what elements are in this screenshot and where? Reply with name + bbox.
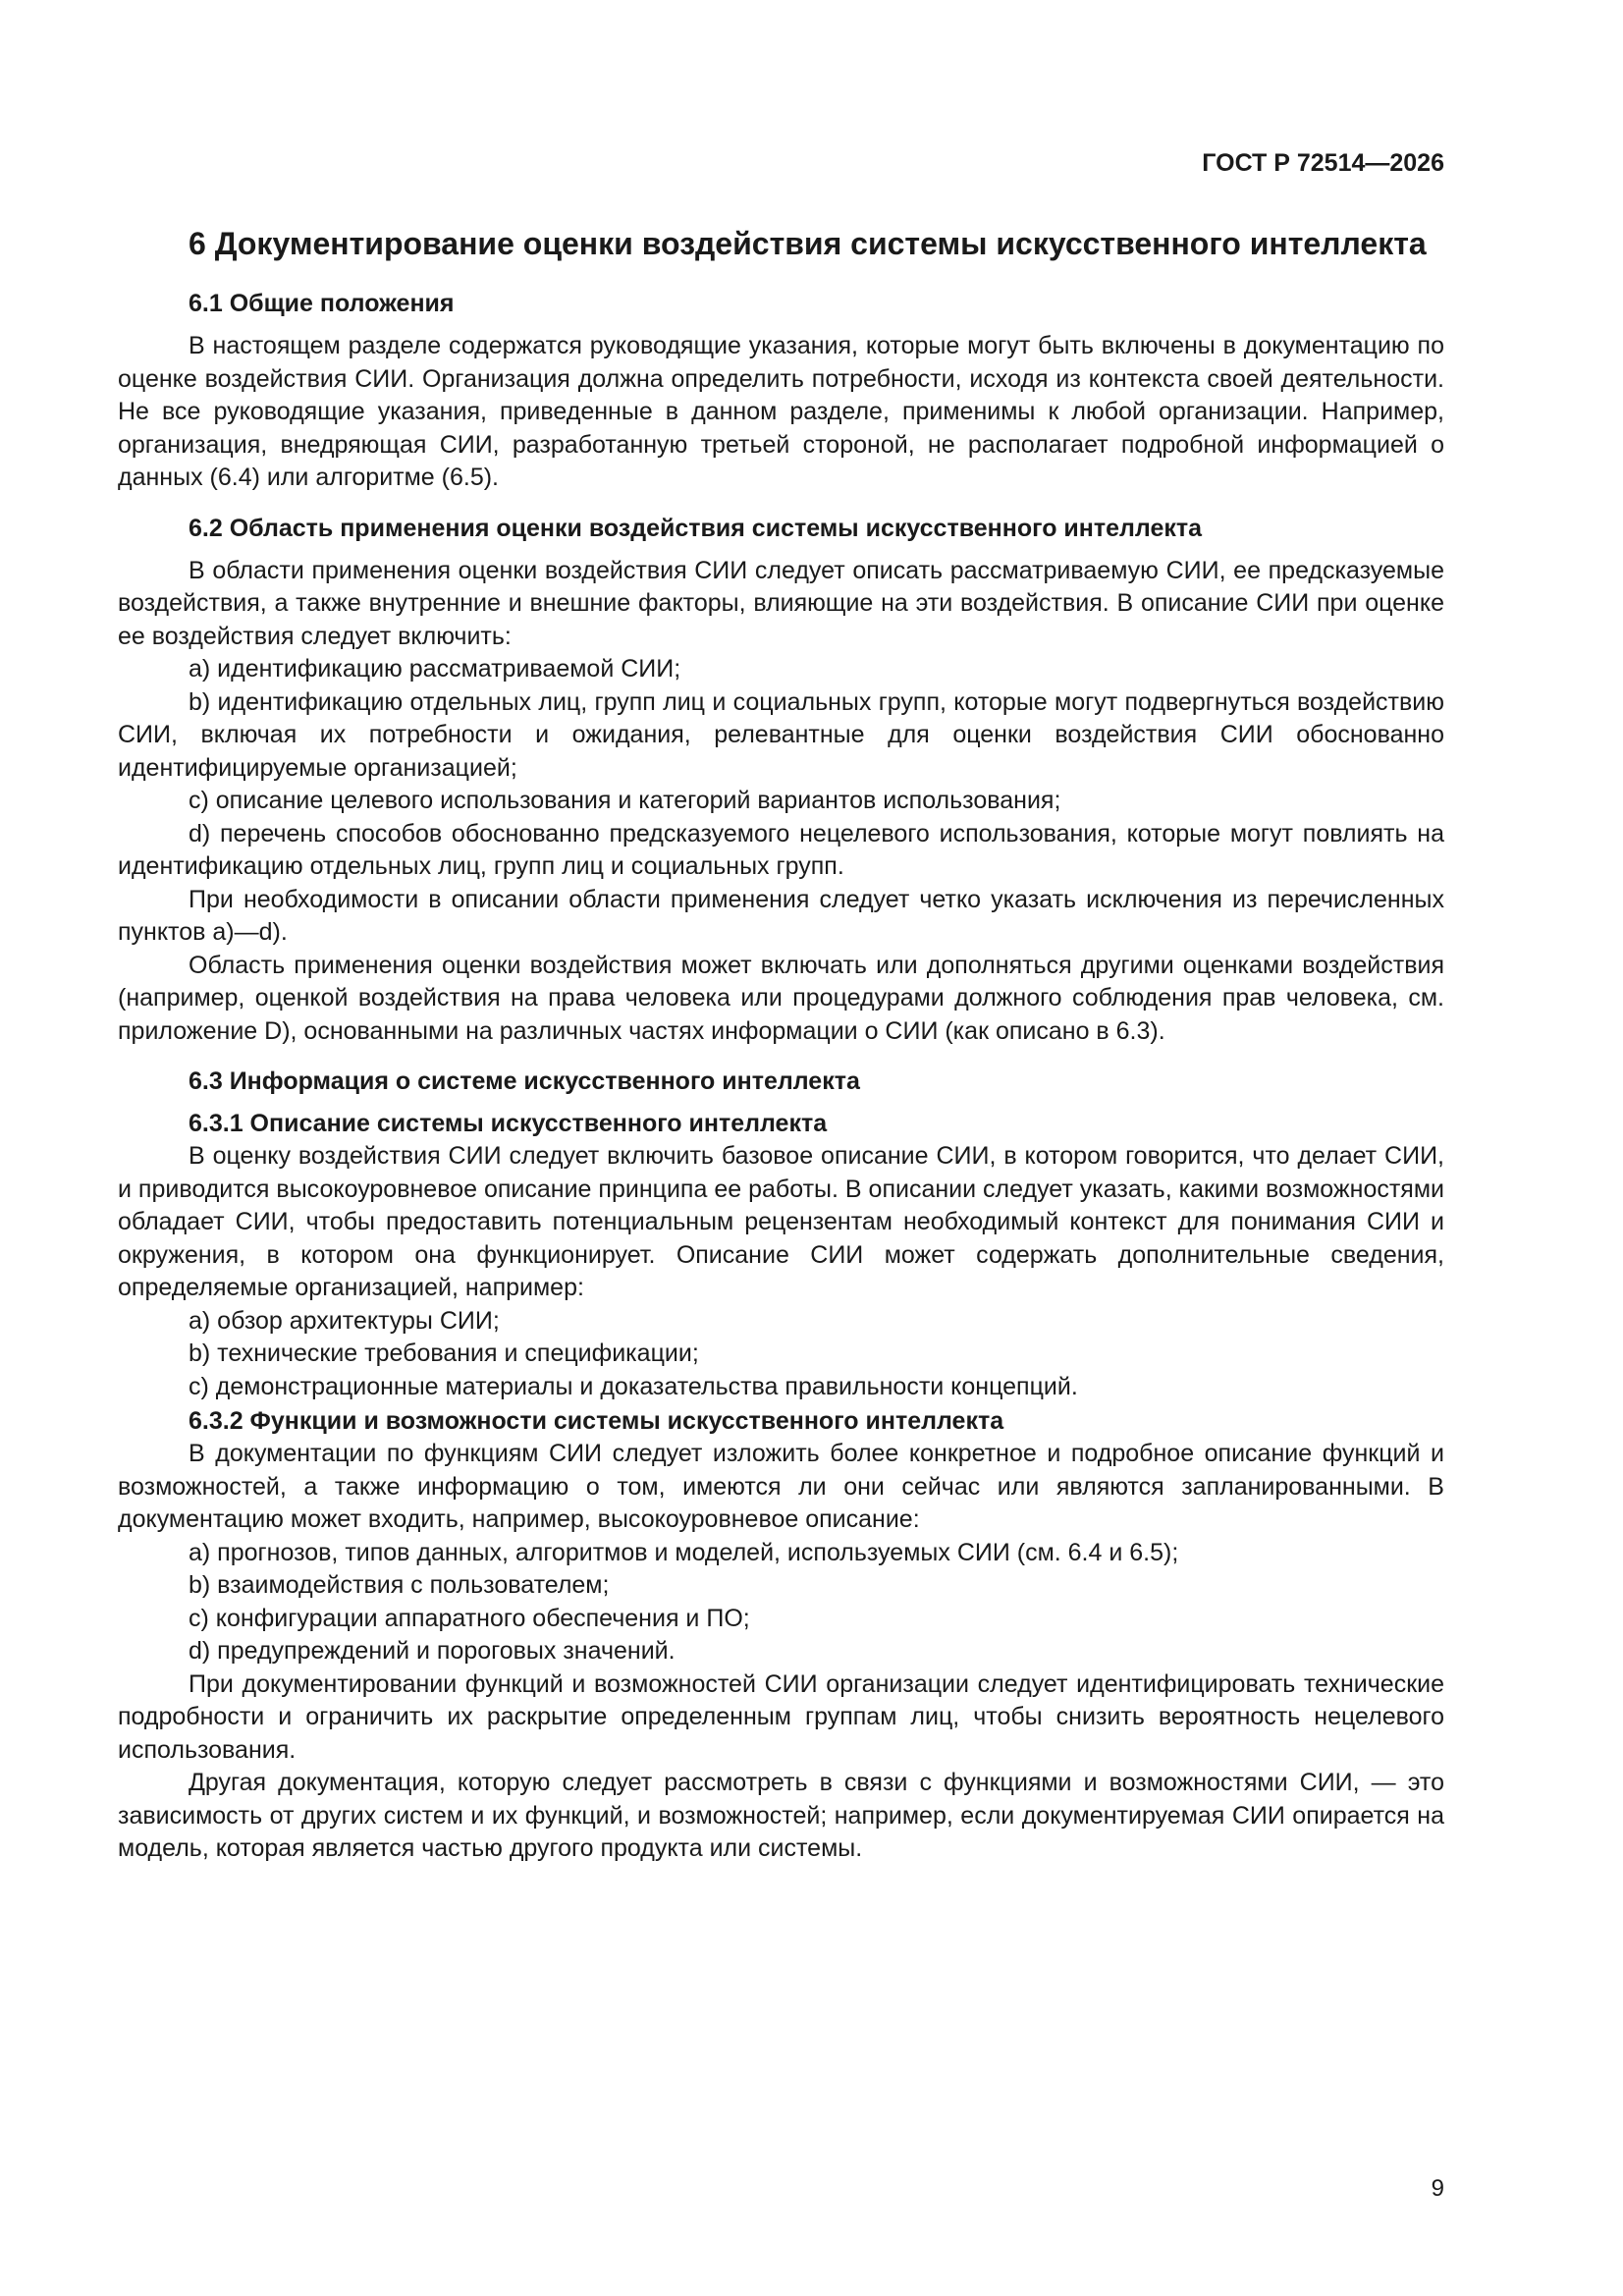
list-item-6-3-2-d: d) предупреждений и пороговых значений. xyxy=(189,1637,676,1665)
paragraph-6-1-1: В настоящем разделе содержатся руководящие указания, которые могут быть включены в документацию по оценке воздействия СИИ. Организация должна определить потребности, исходя из контекста своей деятельности. Не все руководящие указания, приведенные в данном разделе, применимы к любой организации. Например, организация, внедряющая СИИ, разработанную третьей стороной, не располагает подробной информацией о данных (6.4) или алгоритме (6.5). xyxy=(118,332,1444,491)
paragraph-6-3-1-1: В оценку воздействия СИИ следует включить базовое описание СИИ, в котором говорится, что делает СИИ, и приводится высокоуровневое описание принципа ее работы. В описании следует указать, какими возможностями обладает СИИ, чтобы предоставить потенциальным рецензентам необходимый контекст для понимания СИИ и окружения, в котором она функционирует. Описание СИИ может содержать дополнительные сведения, определяемые организацией, например: xyxy=(118,1142,1444,1301)
list-item-6-3-1-c: c) демонстрационные материалы и доказательства правильности концепций. xyxy=(189,1372,1078,1400)
paragraph-6-3-2-3: Другая документация, которую следует рассмотреть в связи с функциями и возможностями СИИ, — это зависимость от других систем и их функций, и возможностей; например, если документируемая СИИ опирается на модель, которая является частью другого продукта или системы. xyxy=(118,1769,1444,1862)
page-content xyxy=(118,224,1444,1866)
list-item-6-3-1-a: a) обзор архитектуры СИИ; xyxy=(189,1306,500,1335)
heading-6-3-1: 6.3.1 Описание системы искусственного интеллекта xyxy=(189,1110,828,1137)
heading-6-1: 6.1 Общие положения xyxy=(189,290,455,317)
paragraph-6-2-3: Область применения оценки воздействия может включать или дополняться другими оценками воздействия (например, оценкой воздействия на права человека или процедурами должного соблюдения прав человека, см. приложение D), основанными на различных частях информации о СИИ (как описано в 6.3). xyxy=(118,951,1444,1045)
heading-6-2: 6.2 Область применения оценки воздействия системы искусственного интеллекта xyxy=(189,514,1203,542)
document-id: ГОСТ Р 72514—2026 xyxy=(1202,149,1444,177)
list-item-6-3-2-a: a) прогнозов, типов данных, алгоритмов и моделей, используемых СИИ (см. 6.4 и 6.5); xyxy=(189,1538,1179,1566)
list-item-6-3-1-b: b) технические требования и спецификации; xyxy=(189,1339,699,1367)
list-item-6-2-b: b) идентификацию отдельных лиц, групп лиц и социальных групп, которые могут подвергнуться воздействию СИИ, включая их потребности и ожидания, релевантные для оценки воздействия СИИ обоснованно идентифицируемые организацией; xyxy=(118,687,1444,782)
paragraph-6-2-2: При необходимости в описании области применения следует четко указать исключения из перечисленных пунктов а)—d). xyxy=(118,885,1444,946)
heading-6-3: 6.3 Информация о системе искусственного интеллекта xyxy=(189,1067,860,1095)
list-item-6-2-a: a) идентификацию рассматриваемой СИИ; xyxy=(189,655,681,683)
section-title: 6 Документирование оценки воздействия системы искусственного интеллекта xyxy=(189,226,1427,261)
list-item-6-2-d: d) перечень способов обоснованно предсказуемого нецелевого использования, которые могут повлиять на идентификацию отдельных лиц, групп лиц и социальных групп. xyxy=(118,819,1444,880)
paragraph-6-3-2-1: В документации по функциям СИИ следует изложить более конкретное и подробное описание функций и возможностей, а также информацию о том, имеются ли они сейчас или являются запланированными. В документацию может входить, например, высокоуровневое описание: xyxy=(118,1440,1444,1533)
list-item-6-2-c: c) описание целевого использования и категорий вариантов использования; xyxy=(189,787,1061,814)
list-item-6-3-2-c: c) конфигурации аппаратного обеспечения и ПО; xyxy=(189,1604,750,1632)
paragraph-6-3-2-2: При документировании функций и возможностей СИИ организации следует идентифицировать технические подробности и ограничить их раскрытие определенным группам лиц, чтобы снизить вероятность нецелевого использования. xyxy=(118,1669,1444,1764)
list-item-6-3-2-b: b) взаимодействия с пользователем; xyxy=(189,1571,610,1599)
page-number: 9 xyxy=(1431,2175,1444,2202)
paragraph-6-2-1: В области применения оценки воздействия СИИ следует описать рассматриваемую СИИ, ее предсказуемые воздействия, а также внутренние и внешние факторы, влияющие на эти воздействия. В описание СИИ при оценке ее воздействия следует включить: xyxy=(118,556,1444,650)
heading-6-3-2: 6.3.2 Функции и возможности системы искусственного интеллекта xyxy=(189,1407,1004,1435)
